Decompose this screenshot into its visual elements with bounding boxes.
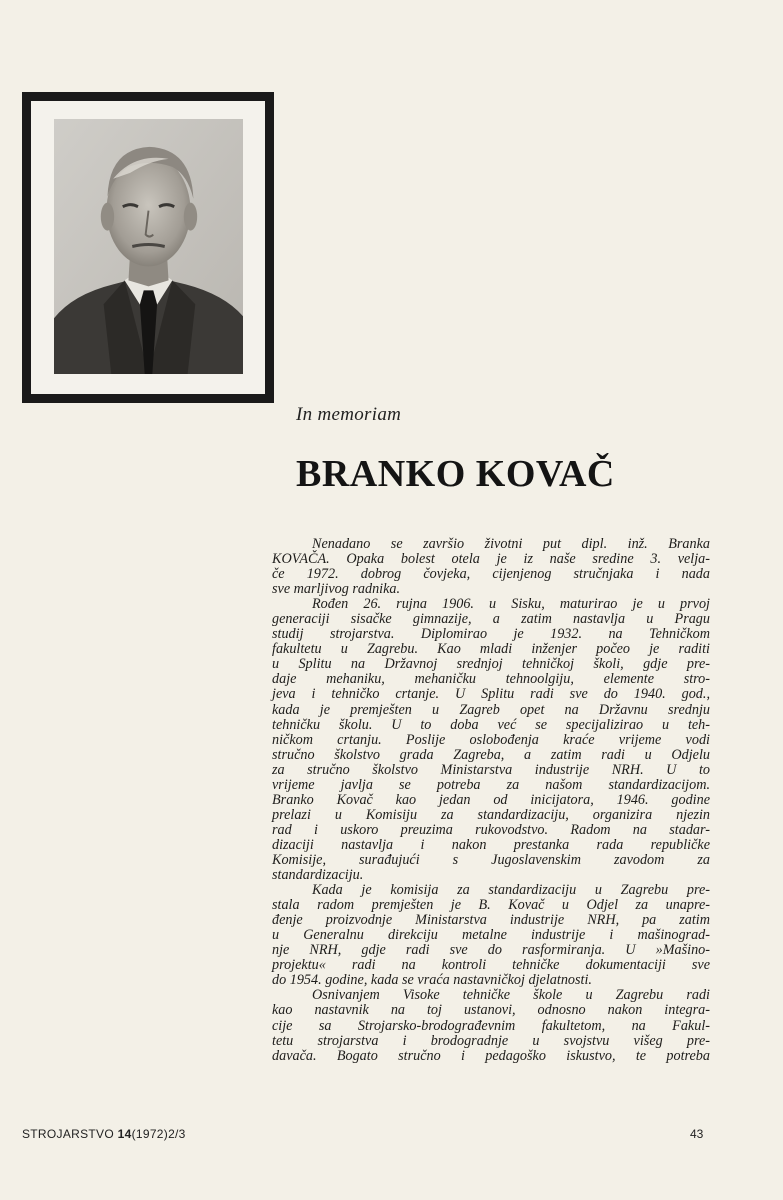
- text-line: Kada je komisija za standardizaciju u Zagrebu pre-: [312, 882, 710, 899]
- portrait-image: [54, 119, 243, 374]
- journal-issue: (1972)2/3: [131, 1127, 186, 1141]
- text-line: rad i uskoro preuzima rukovodstvo. Radom na stadar-: [272, 821, 710, 838]
- text-line: KOVAČA. Opaka bolest otela je iz naše sredine 3. velja-: [272, 551, 710, 568]
- text-line: prelazi u Komisiju za standardizaciju, organizira njezin: [272, 806, 710, 823]
- journal-citation: [22, 1127, 186, 1141]
- text-line: Rođen 26. rujna 1906. u Sisku, maturirao je u prvoj: [312, 596, 710, 613]
- text-line: kao nastavnik na toj ustanovi, odnosno nakon integra-: [272, 1002, 710, 1019]
- paragraph-3: [272, 883, 710, 988]
- journal-name: STROJARSTVO: [22, 1127, 114, 1141]
- text-line: u Generalnu direkciju metalne industrije i mašinograd-: [272, 927, 710, 944]
- text-line: dizaciji nastavlja i nakon prestanka rada republičke: [272, 836, 710, 853]
- text-line: Nenadano se završio životni put dipl. inž. Branka: [312, 536, 710, 552]
- text-line: studij strojarstva. Diplomirao je 1932. na Tehničkom: [272, 626, 710, 643]
- text-line: stručno školstvo grada Zagreba, a zatim radi u Odjelu: [272, 746, 710, 763]
- text-line: u Splitu na Državnoj srednjoj tehničkoj školi, gdje pre-: [272, 656, 710, 673]
- text-line: fakultetu u Zagrebu. Kao mladi inženjer počeo je raditi: [272, 641, 710, 658]
- text-line: đenje proizvodnje Ministarstva industrije NRH, pa zatim: [272, 912, 710, 929]
- text-line: sve marljivog radnika.: [272, 581, 401, 598]
- text-line: davača. Bogato stručno i pedagoško iskustvo, te potreba: [272, 1047, 710, 1064]
- text-line: tetu strojarstva i brodogradnje u svojstvu višeg pre-: [272, 1032, 710, 1049]
- obituary-text: [272, 537, 710, 1064]
- text-line: ničkom crtanju. Poslije oslobođenja kraće vrijeme vodi: [272, 731, 710, 748]
- portrait-photo: [31, 101, 265, 394]
- page-number: 43: [690, 1127, 704, 1141]
- text-line: za stručno školstvo Ministarstva industrije NRH. U to: [272, 761, 710, 778]
- text-line: Komisije, surađujući s Jugoslavenskim zavodom za: [272, 851, 710, 868]
- text-line: Osnivanjem Visoke tehničke škole u Zagrebu radi: [312, 987, 710, 1004]
- text-line: cije sa Strojarsko-brodograđevnim fakultetom, na Fakul-: [272, 1017, 710, 1034]
- text-line: do 1954. godine, kada se vraća nastavničkoj djelatnosti.: [272, 972, 592, 989]
- text-line: kada je premješten u Zagreb opet na Državnu srednju: [272, 701, 710, 718]
- memorial-photo-frame: [22, 92, 274, 403]
- text-line: stala radom premješten je B. Kovač u Odjel za unapre-: [272, 897, 710, 914]
- paragraph-4: [272, 988, 710, 1063]
- in-memoriam-heading: In memoriam: [296, 404, 402, 425]
- text-line: generaciji sisačke gimnazije, a zatim nastavlja u Pragu: [272, 611, 710, 628]
- text-line: jeva i tehničko crtanje. U Splitu radi sve do 1940. god.,: [272, 686, 710, 703]
- text-line: če 1972. dobrog čovjeka, cijenjenog stručnjaka i nada: [272, 566, 710, 583]
- journal-volume: 14: [117, 1127, 132, 1141]
- text-line: vrijeme javlja se potreba za našom standardizacijom.: [272, 776, 710, 793]
- text-line: Branko Kovač kao jedan od inicijatora, 1946. godine: [272, 791, 710, 808]
- text-line: nje NRH, gdje radi sve do rasformiranja. U »Mašino-: [272, 942, 710, 959]
- paragraph-2: [272, 597, 710, 883]
- text-line: projektu« radi na kontroli tehničke dokumentaciji sve: [272, 957, 710, 974]
- paragraph-1: [272, 537, 710, 597]
- deceased-name-title: BRANKO KOVAČ: [296, 453, 615, 495]
- text-line: daje mehaniku, mehaničku tehnoolgiju, elemente stro-: [272, 671, 710, 688]
- text-line: standardizaciju.: [272, 867, 364, 884]
- text-line: tehničku školu. U to doba već se specijalizirao u teh-: [272, 716, 710, 733]
